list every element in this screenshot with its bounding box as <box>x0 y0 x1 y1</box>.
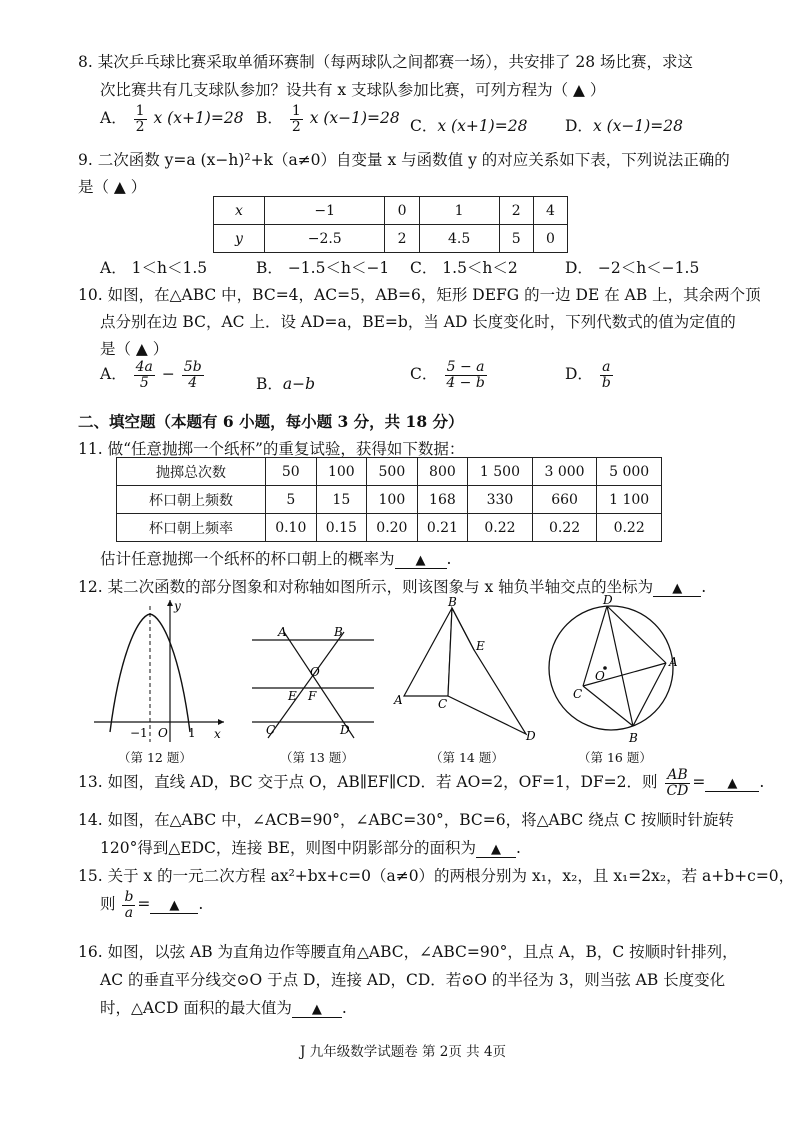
fraction <box>122 890 135 920</box>
table-cell: 0 <box>385 197 419 225</box>
frac-den: 4 <box>188 374 198 391</box>
q9-table <box>213 196 568 253</box>
frac-den: 2 <box>135 118 145 135</box>
frac-den: 4 − b <box>446 374 485 391</box>
caption-16: （第 16 题） <box>578 750 652 765</box>
q10-option-c <box>410 360 489 390</box>
tick-label-minus-1: −1 <box>130 726 148 740</box>
option-letter: D． <box>565 117 593 135</box>
option-letter: B． <box>256 109 283 128</box>
table-cell: 杯口朝上频率 <box>117 514 266 542</box>
fraction <box>444 360 487 390</box>
q8-line2: 次比赛共有几支球队参加？设共有 x 支球队参加比赛，可列方程为（ ▲ ） <box>100 81 606 99</box>
q9-line1: 9. 二次函数 y=a (x−h)²+k（a≠0）自变量 x 与函数值 y 的对应关系如下表，下列说法正确的 <box>78 151 730 169</box>
q15-line1: 15. 关于 x 的一元二次方程 ax²+bx+c=0（a≠0）的两根分别为 x₁，x₂，且 x₁=2x₂，若 a+b+c=0， <box>78 867 794 885</box>
table-cell: 800 <box>417 458 468 486</box>
table-cell: 抛掷总次数 <box>117 458 266 486</box>
answer-blank: ▲ <box>653 581 701 597</box>
table-row <box>214 225 568 253</box>
q9-option-b: B． −1.5＜h＜−1 <box>256 259 390 277</box>
table-cell: 1 <box>419 197 499 225</box>
frac-num: AB <box>667 767 688 783</box>
q12-text: 12. 某二次函数的部分图象和对称轴如图所示，则该图象与 x 轴负半轴交点的坐标为 <box>78 578 654 596</box>
table-cell: 0.20 <box>367 514 418 542</box>
frac-num: 4a <box>135 359 153 375</box>
q10-option-d <box>565 360 615 390</box>
table-cell: 5 <box>266 486 317 514</box>
table-cell: 3 000 <box>532 458 597 486</box>
table-cell: 2 <box>385 225 419 253</box>
label-e: E <box>476 639 485 653</box>
table-row <box>214 197 568 225</box>
frac-den: CD <box>666 782 689 799</box>
page-footer: J 九年级数学试题卷 第 2页 共 4页 <box>300 1044 507 1060</box>
label-e: E <box>288 689 297 703</box>
table-row <box>117 486 662 514</box>
table-cell: 0.22 <box>532 514 597 542</box>
answer-blank: ▲ <box>150 898 198 914</box>
option-letter: B． <box>256 375 283 393</box>
table-cell: 杯口朝上频数 <box>117 486 266 514</box>
frac-num: 1 <box>291 103 301 119</box>
q12-line: 12. 某二次函数的部分图象和对称轴如图所示，则该图象与 x 轴负半轴交点的坐标为 ▲ . <box>78 578 707 596</box>
q11-tail: 估计任意抛掷一个纸杯的杯口朝上的概率为 ▲ . <box>100 550 452 568</box>
frac-num: b <box>124 889 134 905</box>
frac-den: 2 <box>291 118 301 135</box>
table-cell: 0.21 <box>417 514 468 542</box>
answer-blank: ▲ <box>476 842 516 858</box>
tick-label-1: 1 <box>188 726 196 740</box>
table-cell: 168 <box>417 486 468 514</box>
label-a: A <box>394 693 403 707</box>
figure-14 <box>390 594 540 744</box>
table-cell: 660 <box>532 486 597 514</box>
fraction <box>182 360 204 390</box>
table-cell: −1 <box>265 197 385 225</box>
table-cell: 330 <box>468 486 533 514</box>
table-cell: 500 <box>367 458 418 486</box>
x-label: x <box>214 727 221 741</box>
frac-num: a <box>602 359 611 375</box>
option-letter: C． <box>410 117 438 135</box>
table-cell: 100 <box>316 458 367 486</box>
q11-table <box>116 457 662 542</box>
table-cell: 100 <box>367 486 418 514</box>
q10-line2: 点分别在边 BC，AC 上．设 AD=a，BE=b，当 AD 长度变化时，下列代数式的值为定值的 <box>100 313 736 331</box>
origin-label: O <box>158 726 168 740</box>
q16-line1: 16. 如图，以弦 AB 为直角边作等腰直角△ABC，∠ABC=90°，且点 A，B，C 按顺时针排列， <box>78 943 738 961</box>
frac-den: a <box>124 904 134 921</box>
table-cell: 1 500 <box>468 458 533 486</box>
label-c: C <box>266 723 276 737</box>
caption-14: （第 14 题） <box>430 750 504 765</box>
y-label: y <box>174 599 181 613</box>
label-b: B <box>334 625 343 639</box>
frac-num: 5b <box>183 359 202 375</box>
label-o: O <box>310 665 320 679</box>
triangle-edc <box>448 608 526 734</box>
q9-line2: 是（ ▲ ） <box>78 178 147 196</box>
label-d: D <box>603 593 613 607</box>
table-cell: 4.5 <box>419 225 499 253</box>
minus-sign: − <box>161 365 175 384</box>
table-row <box>117 514 662 542</box>
table-cell: 15 <box>316 486 367 514</box>
table-cell: 0.15 <box>316 514 367 542</box>
table-cell: 5 000 <box>597 458 662 486</box>
q9-option-a: A． 1＜h＜1.5 <box>100 259 208 277</box>
label-a: A <box>669 655 678 669</box>
frac-den: b <box>601 374 611 391</box>
label-o: O <box>595 669 605 683</box>
frac-num: 5 − a <box>446 359 485 375</box>
table-cell: 0.10 <box>266 514 317 542</box>
figure-12 <box>90 594 230 744</box>
q9-option-c: C． 1.5＜h＜2 <box>410 259 518 277</box>
caption-13: （第 13 题） <box>280 750 354 765</box>
table-cell: y <box>214 225 265 253</box>
q8-option-d <box>565 114 683 136</box>
q13-line: 13. 如图，直线 AD，BC 交于点 O，AB∥EF∥CD．若 AO=2，OF=1，DF=2．则 $\frac{AB}{CD}$ = ▲ . <box>78 767 765 799</box>
fraction <box>290 104 303 134</box>
option-text: x (x−1)=28 <box>309 109 400 128</box>
answer-blank: ▲ <box>292 1002 342 1018</box>
q15-prefix: 则 <box>100 895 116 914</box>
label-a: A <box>278 625 287 639</box>
option-letter: D． <box>565 365 593 384</box>
q14-line2: 120°得到△EDC，连接 BE，则图中阴影部分的面积为 ▲ . <box>100 839 521 857</box>
q10-line1: 10. 如图，在△ABC 中，BC=4，AC=5，AB=6，矩形 DEFG 的一边 DE 在 AB 上，其余两个顶 <box>78 286 761 304</box>
q16-line2: AC 的垂直平分线交⊙O 于点 D，连接 AD，CD．若⊙O 的半径为 3，则当弦 AB 长度变化 <box>100 971 726 989</box>
table-cell: 50 <box>266 458 317 486</box>
q10-option-a <box>100 360 206 390</box>
q9-option-d: D． −2＜h＜−1.5 <box>565 259 700 277</box>
q16-text: 时，△ACD 面积的最大值为 <box>100 999 292 1017</box>
option-letter: A． <box>100 109 127 128</box>
option-text: a−b <box>282 375 316 393</box>
figure-16 <box>545 590 695 746</box>
q10-option-b <box>256 372 315 394</box>
label-c: C <box>438 697 448 711</box>
q8-line1: 8. 某次乒乓球比赛采取单循环赛制（每两球队之间都赛一场），共安排了 28 场比赛，求这 <box>78 53 694 71</box>
q14-line1: 14. 如图，在△ABC 中，∠ACB=90°，∠ABC=30°，BC=6，将△ABC 绕点 C 按顺时针旋转 <box>78 811 734 829</box>
figure-13 <box>248 618 378 744</box>
label-c: C <box>573 687 583 701</box>
label-b: B <box>629 731 638 745</box>
label-b: B <box>448 595 457 609</box>
q13-text: 13. 如图，直线 AD，BC 交于点 O，AB∥EF∥CD．若 AO=2，OF=1，DF=2．则 <box>78 773 658 792</box>
q8-option-c <box>410 114 527 136</box>
q10-line3: 是（ ▲ ） <box>100 340 169 358</box>
fraction <box>664 768 690 798</box>
q8-option-b <box>256 104 400 134</box>
segment-da <box>607 606 666 663</box>
table-cell: 0 <box>533 225 567 253</box>
q14-text: 120°得到△EDC，连接 BE，则图中阴影部分的面积为 <box>100 839 476 857</box>
frac-num: 1 <box>135 103 145 119</box>
table-cell: 0.22 <box>597 514 662 542</box>
equals-sign: = <box>137 895 151 914</box>
label-f: F <box>308 689 317 703</box>
q16-line3: 时，△ACD 面积的最大值为 ▲ . <box>100 999 347 1017</box>
q15-line2: 则 $\frac{b}{a}$ = ▲ . <box>100 889 204 921</box>
option-text: x (x+1)=28 <box>437 117 528 135</box>
table-cell: 1 100 <box>597 486 662 514</box>
equals-sign: = <box>692 773 706 792</box>
table-cell: 0.22 <box>468 514 533 542</box>
triangle-abc <box>404 608 452 696</box>
option-text: x (x+1)=28 <box>153 109 244 128</box>
option-letter: A． <box>100 365 127 384</box>
label-d: D <box>340 723 350 737</box>
fraction <box>134 360 155 390</box>
table-row <box>117 458 662 486</box>
table-cell: 4 <box>533 197 567 225</box>
option-letter: C． <box>410 365 438 384</box>
fraction <box>600 360 613 390</box>
section-title: 二、填空题（本题有 6 小题，每小题 3 分，共 18 分） <box>78 412 464 431</box>
table-cell: 5 <box>499 225 533 253</box>
q11-tail-text: 估计任意抛掷一个纸杯的杯口朝上的概率为 <box>100 550 395 568</box>
caption-12: （第 12 题） <box>118 750 192 765</box>
frac-den: 5 <box>139 374 149 391</box>
x-axis-arrow <box>218 719 224 725</box>
answer-blank: ▲ <box>705 776 759 792</box>
table-cell: x <box>214 197 265 225</box>
option-text: x (x−1)=28 <box>592 117 684 135</box>
table-cell: 2 <box>499 197 533 225</box>
q8-option-a <box>100 104 244 134</box>
answer-blank: ▲ <box>395 553 447 569</box>
label-d: D <box>526 729 536 743</box>
y-axis-arrow <box>167 600 173 606</box>
table-cell: −2.5 <box>265 225 385 253</box>
q11-intro: 11. 做“任意抛掷一个纸杯”的重复试验，获得如下数据： <box>78 440 465 458</box>
fraction <box>134 104 147 134</box>
